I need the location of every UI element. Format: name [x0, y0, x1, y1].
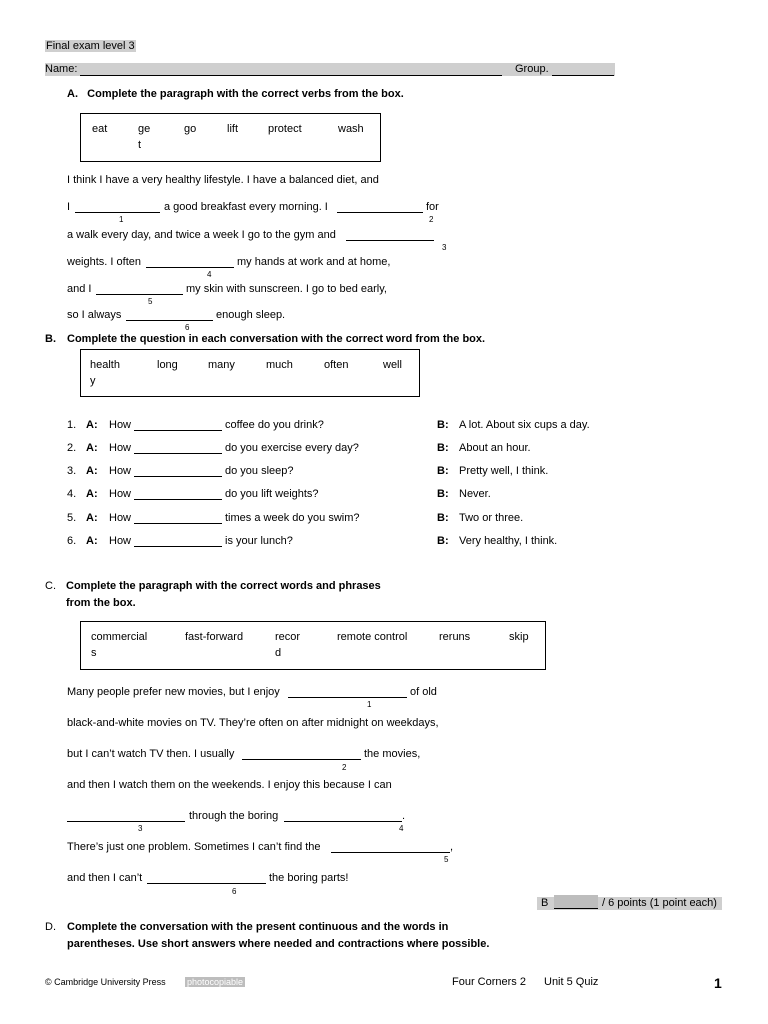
group-label: Group. — [515, 63, 549, 75]
b-question-pre: How — [109, 465, 132, 477]
b-question-pre: How — [109, 488, 132, 500]
b-question-post: times a week do you swim? — [225, 512, 360, 524]
a-line-2-end: for — [426, 201, 439, 213]
a-line-2-start: I — [67, 201, 71, 213]
b-num: 5. — [67, 512, 77, 524]
c-num-3: 3 — [138, 824, 143, 833]
b-num: 4. — [67, 488, 77, 500]
b-answer: A lot. About six cups a day. — [459, 419, 590, 431]
b-answer: Pretty well, I think. — [459, 465, 549, 477]
a-line-1: I think I have a very healthy lifestyle. I have a balanced diet, and — [67, 174, 379, 186]
section-b-word-box — [80, 349, 420, 397]
a-line-4-end: my hands at work and at home, — [237, 256, 391, 268]
c-line-4: and then I watch them on the weekends. I enjoy this because I can — [67, 779, 392, 791]
box-word-commercials-wrap: s — [91, 647, 97, 659]
b-blank[interactable] — [134, 430, 222, 431]
b-blank[interactable] — [134, 499, 222, 500]
score-letter: B — [541, 897, 549, 909]
score-input-field[interactable] — [554, 895, 598, 909]
b-question-pre: How — [109, 442, 132, 454]
b-num: 6. — [67, 535, 77, 547]
b-speaker-a: A: — [86, 419, 98, 431]
b-answer: About an hour. — [459, 442, 531, 454]
box-word-go: go — [184, 123, 197, 135]
b-question-post: do you sleep? — [225, 465, 294, 477]
b-speaker-a: A: — [86, 488, 98, 500]
b-question-post: coffee do you drink? — [225, 419, 324, 431]
c-num-4: 4 — [399, 824, 404, 833]
box-word-skip: skip — [509, 631, 529, 643]
section-a-word-box — [80, 113, 381, 162]
b-blank[interactable] — [134, 453, 222, 454]
a-line-6-start: so I always — [67, 309, 122, 321]
section-c-word-box — [80, 621, 546, 670]
box-word-much: much — [266, 359, 293, 371]
box-word-get: ge — [138, 123, 151, 135]
a-line-4-start: weights. I often — [67, 256, 141, 268]
box-word-lift: lift — [227, 123, 238, 135]
box-word-eat: eat — [92, 123, 108, 135]
b-speaker-b: B: — [437, 535, 449, 547]
box-word-remote-control: remote control — [337, 631, 408, 643]
b-question-pre: How — [109, 535, 132, 547]
b-question-post: do you lift weights? — [225, 488, 319, 500]
footer-unit: Unit 5 Quiz — [544, 976, 599, 988]
c-line-2: black-and-white movies on TV. They’re often on after midnight on weekdays, — [67, 717, 439, 729]
c-blank-5[interactable] — [331, 852, 450, 853]
b-speaker-b: B: — [437, 512, 449, 524]
box-word-commercials: commercial — [91, 631, 148, 643]
b-question-post: do you exercise every day? — [225, 442, 359, 454]
box-word-record-wrap: d — [275, 647, 282, 659]
box-word-record: recor — [275, 631, 301, 643]
b-speaker-a: A: — [86, 512, 98, 524]
b-question-pre: How — [109, 419, 132, 431]
b-speaker-b: B: — [437, 465, 449, 477]
a-blank-1[interactable] — [75, 212, 160, 213]
c-num-2: 2 — [342, 763, 347, 772]
a-blank-3[interactable] — [346, 240, 434, 241]
b-speaker-b: B: — [437, 442, 449, 454]
box-word-well: well — [383, 359, 402, 371]
c-num-1: 1 — [367, 700, 372, 709]
c-line-6-end: , — [450, 841, 454, 853]
b-num: 2. — [67, 442, 77, 454]
a-num-3: 3 — [442, 243, 447, 252]
c-num-6: 6 — [232, 887, 237, 896]
a-line-6-end: enough sleep. — [216, 309, 286, 321]
b-blank[interactable] — [134, 546, 222, 547]
a-num-1: 1 — [119, 215, 124, 224]
b-blank[interactable] — [134, 523, 222, 524]
a-line-2-mid: a good breakfast every morning. I — [164, 201, 328, 213]
b-question-post: is your lunch? — [225, 535, 293, 547]
c-line-7-end: the boring parts! — [269, 872, 349, 884]
box-word-wash: wash — [338, 123, 364, 135]
box-word-healthy-wrap: y — [90, 375, 96, 387]
c-line-1-start: Many people prefer new movies, but I enjoy — [67, 686, 280, 698]
box-word-get-wrap: t — [138, 139, 142, 151]
box-word-fast-forward: fast-forward — [185, 631, 244, 643]
section-d-heading-1: Complete the conversation with the present continuous and the words in — [67, 921, 449, 933]
box-word-many: many — [208, 359, 235, 371]
section-c-heading-1: Complete the paragraph with the correct words and phrases — [66, 580, 381, 592]
footer-page-number: 1 — [714, 975, 722, 991]
c-blank-6[interactable] — [147, 883, 266, 884]
a-num-5: 5 — [148, 297, 153, 306]
c-line-5-mid: through the boring — [189, 810, 279, 822]
a-blank-6[interactable] — [126, 320, 213, 321]
b-speaker-a: A: — [86, 442, 98, 454]
c-line-6-start: There’s just one problem. Sometimes I can’t find the — [67, 841, 321, 853]
b-num: 1. — [67, 419, 77, 431]
section-c-letter: C. — [45, 580, 56, 592]
a-line-5-start: and I — [67, 283, 92, 295]
c-line-5-end: . — [402, 810, 406, 822]
box-word-often: often — [324, 359, 349, 371]
c-num-5: 5 — [444, 855, 449, 864]
b-speaker-b: B: — [437, 419, 449, 431]
box-word-protect: protect — [268, 123, 302, 135]
a-line-3: a walk every day, and twice a week I go to the gym and — [67, 229, 336, 241]
score-points-text: / 6 points (1 point each) — [602, 897, 717, 909]
a-blank-2[interactable] — [337, 212, 423, 213]
footer-photocopiable-badge: photocopiable — [187, 977, 244, 987]
footer-book-title: Four Corners 2 — [452, 976, 526, 988]
box-word-reruns: reruns — [439, 631, 471, 643]
section-b-letter: B. — [45, 333, 56, 345]
a-num-4: 4 — [207, 270, 212, 279]
c-blank-3[interactable] — [67, 821, 185, 822]
section-d-letter: D. — [45, 921, 56, 933]
group-line — [552, 75, 614, 76]
a-blank-4[interactable] — [146, 267, 234, 268]
c-line-3-end: the movies, — [364, 748, 421, 760]
b-answer: Two or three. — [459, 512, 524, 524]
b-blank[interactable] — [134, 476, 222, 477]
name-line — [80, 75, 502, 76]
c-line-3-start: but I can’t watch TV then. I usually — [67, 748, 235, 760]
c-blank-1[interactable] — [288, 697, 407, 698]
name-label: Name: — [45, 63, 78, 75]
b-speaker-a: A: — [86, 535, 98, 547]
c-blank-2[interactable] — [242, 759, 361, 760]
b-num: 3. — [67, 465, 77, 477]
a-num-6: 6 — [185, 323, 190, 332]
box-word-long: long — [157, 359, 178, 371]
b-answer: Very healthy, I think. — [459, 535, 558, 547]
footer-copyright: © Cambridge University Press — [45, 977, 166, 987]
c-line-1-end: of old — [410, 686, 437, 698]
c-blank-4[interactable] — [284, 821, 402, 822]
b-answer: Never. — [459, 488, 491, 500]
a-blank-5[interactable] — [96, 294, 183, 295]
section-b-heading: Complete the question in each conversation with the correct word from the box. — [67, 333, 486, 345]
a-line-5-end: my skin with sunscreen. I go to bed early, — [186, 283, 387, 295]
b-question-pre: How — [109, 512, 132, 524]
a-num-2: 2 — [429, 215, 434, 224]
section-c-heading-2: from the box. — [66, 597, 136, 609]
section-d-heading-2: parentheses. Use short answers where needed and contractions where possible. — [67, 938, 490, 950]
exam-title: Final exam level 3 — [46, 40, 135, 52]
b-speaker-a: A: — [86, 465, 98, 477]
c-line-7-start: and then I can’t — [67, 872, 143, 884]
box-word-healthy: health — [90, 359, 120, 371]
b-speaker-b: B: — [437, 488, 449, 500]
section-a-heading: A. Complete the paragraph with the correct verbs from the box. — [67, 88, 404, 100]
